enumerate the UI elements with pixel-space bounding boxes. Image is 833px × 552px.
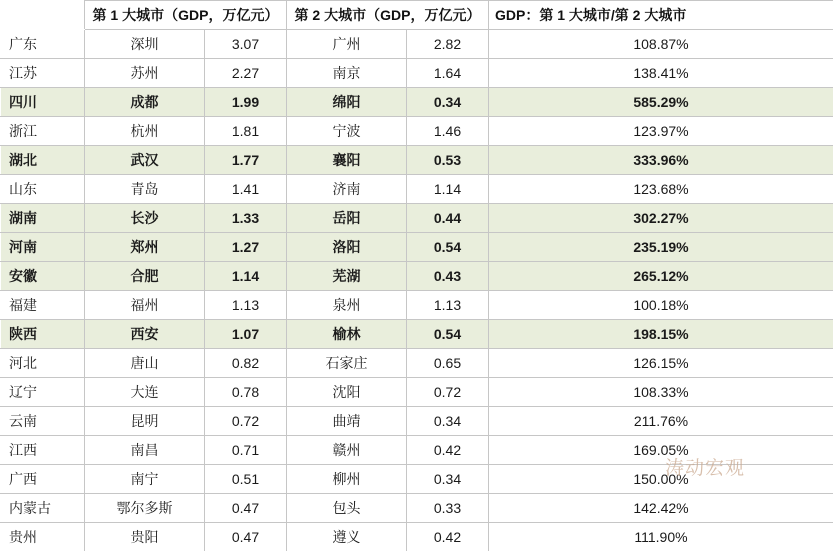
cell-gdp1: 1.99 [205,88,287,117]
cell-gdp1: 0.47 [205,494,287,523]
cell-ratio: 150.00% [489,465,833,494]
cell-city2: 济南 [287,175,407,204]
column-header-province [1,1,85,30]
cell-gdp1: 1.07 [205,320,287,349]
cell-city1: 贵阳 [85,523,205,552]
cell-city2: 包头 [287,494,407,523]
cell-city1: 成都 [85,88,205,117]
cell-ratio: 100.18% [489,291,833,320]
cell-gdp1: 1.13 [205,291,287,320]
cell-city1: 杭州 [85,117,205,146]
table-row [1,146,833,175]
cell-ratio: 235.19% [489,233,833,262]
table-row [1,407,833,436]
cell-gdp1: 0.71 [205,436,287,465]
table-row [1,233,833,262]
cell-ratio: 108.87% [489,30,833,59]
cell-province: 云南 [1,407,85,436]
cell-gdp2: 0.53 [407,146,489,175]
cell-city2: 广州 [287,30,407,59]
cell-city1: 武汉 [85,146,205,175]
table-body [1,30,833,552]
cell-city1: 合肥 [85,262,205,291]
cell-city1: 西安 [85,320,205,349]
table-row [1,175,833,204]
cell-ratio: 198.15% [489,320,833,349]
cell-gdp1: 1.77 [205,146,287,175]
cell-ratio: 169.05% [489,436,833,465]
cell-city2: 洛阳 [287,233,407,262]
cell-city2: 赣州 [287,436,407,465]
cell-city1: 大连 [85,378,205,407]
cell-gdp2: 0.54 [407,233,489,262]
cell-gdp1: 0.72 [205,407,287,436]
cell-province: 湖南 [1,204,85,233]
table-row [1,30,833,59]
cell-gdp2: 0.34 [407,88,489,117]
table-row [1,494,833,523]
table-row [1,465,833,494]
cell-province: 贵州 [1,523,85,552]
cell-city2: 遵义 [287,523,407,552]
cell-city2: 宁波 [287,117,407,146]
cell-province: 辽宁 [1,378,85,407]
cell-province: 浙江 [1,117,85,146]
column-header-city2: 第 2 大城市（GDP，万亿元） [287,1,489,30]
table-header [1,1,833,30]
cell-province: 广东 [1,30,85,59]
cell-gdp2: 0.43 [407,262,489,291]
cell-city2: 襄阳 [287,146,407,175]
cell-gdp2: 1.14 [407,175,489,204]
cell-province: 河南 [1,233,85,262]
cell-city2: 柳州 [287,465,407,494]
cell-province: 福建 [1,291,85,320]
table-row [1,88,833,117]
cell-ratio: 142.42% [489,494,833,523]
column-header-city1: 第 1 大城市（GDP，万亿元） [85,1,287,30]
cell-ratio: 138.41% [489,59,833,88]
watermark-label: 涛动宏观 [665,453,745,480]
cell-province: 安徽 [1,262,85,291]
cell-province: 广西 [1,465,85,494]
cell-province: 湖北 [1,146,85,175]
table-row [1,320,833,349]
cell-province: 内蒙古 [1,494,85,523]
cell-gdp2: 0.34 [407,407,489,436]
cell-gdp2: 1.13 [407,291,489,320]
cell-city1: 唐山 [85,349,205,378]
cell-province: 河北 [1,349,85,378]
cell-gdp1: 1.33 [205,204,287,233]
cell-city2: 泉州 [287,291,407,320]
cell-gdp2: 0.34 [407,465,489,494]
cell-city1: 福州 [85,291,205,320]
table-row [1,378,833,407]
cell-gdp2: 0.42 [407,436,489,465]
cell-gdp1: 3.07 [205,30,287,59]
cell-ratio: 211.76% [489,407,833,436]
cell-city2: 绵阳 [287,88,407,117]
cell-ratio: 265.12% [489,262,833,291]
cell-gdp1: 2.27 [205,59,287,88]
header-row [1,1,833,30]
cell-province: 江苏 [1,59,85,88]
table-row [1,204,833,233]
cell-ratio: 302.27% [489,204,833,233]
cell-ratio: 108.33% [489,378,833,407]
cell-province: 山东 [1,175,85,204]
cell-city1: 南宁 [85,465,205,494]
cell-gdp1: 0.47 [205,523,287,552]
cell-province: 江西 [1,436,85,465]
cell-gdp2: 0.33 [407,494,489,523]
cell-gdp2: 0.54 [407,320,489,349]
cell-city1: 苏州 [85,59,205,88]
cell-city2: 榆林 [287,320,407,349]
cell-gdp1: 0.78 [205,378,287,407]
cell-city1: 青岛 [85,175,205,204]
cell-gdp2: 1.46 [407,117,489,146]
cell-city2: 岳阳 [287,204,407,233]
cell-gdp2: 0.44 [407,204,489,233]
cell-ratio: 123.68% [489,175,833,204]
cell-province: 四川 [1,88,85,117]
cell-city2: 芜湖 [287,262,407,291]
table-row [1,59,833,88]
table-row [1,262,833,291]
cell-city1: 深圳 [85,30,205,59]
table-row [1,291,833,320]
cell-gdp2: 0.42 [407,523,489,552]
cell-city1: 长沙 [85,204,205,233]
table-row [1,523,833,552]
cell-gdp2: 0.72 [407,378,489,407]
cell-city2: 石家庄 [287,349,407,378]
cell-gdp2: 1.64 [407,59,489,88]
cell-gdp2: 2.82 [407,30,489,59]
cell-ratio: 333.96% [489,146,833,175]
cell-gdp2: 0.65 [407,349,489,378]
cell-city2: 沈阳 [287,378,407,407]
cell-city2: 南京 [287,59,407,88]
cell-province: 陕西 [1,320,85,349]
table-row [1,117,833,146]
cell-gdp1: 1.81 [205,117,287,146]
table-row [1,436,833,465]
cell-gdp1: 1.14 [205,262,287,291]
cell-gdp1: 0.51 [205,465,287,494]
cell-gdp1: 0.82 [205,349,287,378]
cell-city1: 鄂尔多斯 [85,494,205,523]
table-row [1,349,833,378]
cell-gdp1: 1.41 [205,175,287,204]
cell-city1: 南昌 [85,436,205,465]
cell-ratio: 111.90% [489,523,833,552]
cell-city1: 郑州 [85,233,205,262]
cell-ratio: 585.29% [489,88,833,117]
cell-gdp1: 1.27 [205,233,287,262]
column-header-ratio: GDP：第 1 大城市/第 2 大城市 [489,1,833,30]
cell-ratio: 126.15% [489,349,833,378]
cell-city1: 昆明 [85,407,205,436]
cell-city2: 曲靖 [287,407,407,436]
cell-ratio: 123.97% [489,117,833,146]
